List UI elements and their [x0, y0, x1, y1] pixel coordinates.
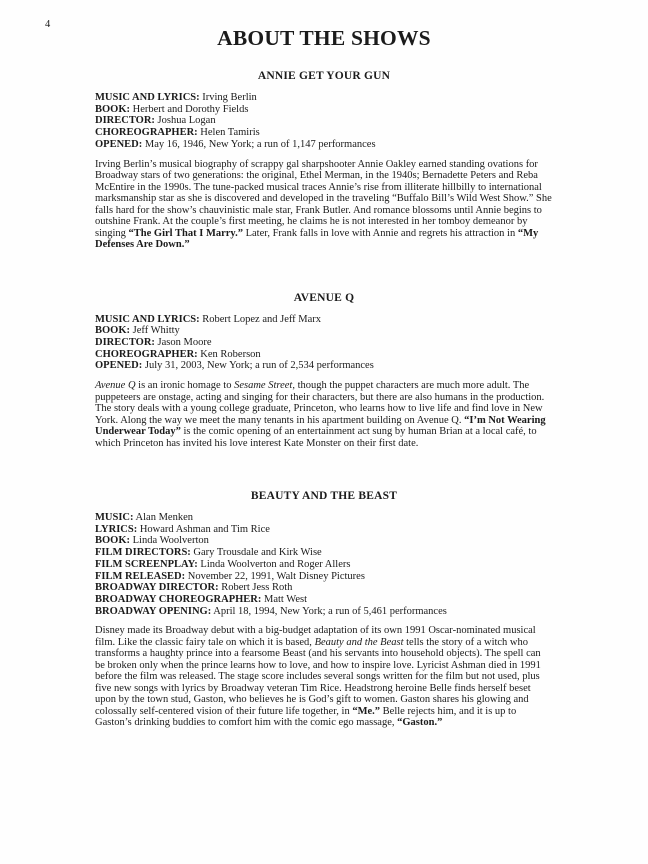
credit-value: Jeff Whitty	[132, 325, 180, 337]
text-run: Disney made its Broadway debut with a big-budget adaptation of its own 1991 Oscar-nominated musical film. Like the classic fairy tale on which it is based,	[95, 625, 536, 648]
credit-value: Robert Lopez and Jeff Marx	[202, 313, 322, 325]
show-section	[95, 490, 553, 729]
credit-label: LYRICS:	[95, 523, 138, 535]
credit-line	[95, 314, 553, 326]
credit-label: BOOK:	[95, 103, 131, 115]
text-run: “The Girl That I Marry.”	[128, 227, 243, 239]
credit-value: Howard Ashman and Tim Rice	[139, 523, 270, 535]
credit-label: BROADWAY CHOREOGRAPHER:	[95, 593, 262, 605]
shows-container	[95, 70, 553, 729]
credit-line	[95, 606, 553, 618]
credit-value: May 16, 1946, New York; a run of 1,147 performances	[144, 138, 376, 150]
credit-label: CHOREOGRAPHER:	[95, 348, 198, 360]
credit-value: Herbert and Dorothy Fields	[132, 103, 249, 115]
credit-label: OPENED:	[95, 360, 143, 372]
credit-line	[95, 535, 553, 547]
text-run: , though the puppet characters are much more adult. The puppeteers are onstage, acting and singing for their characters, but there are also humans in the production. The story deals with a young college graduate, Princeton, who learns how to live life and find love in New York. Along the way we meet the many tenants in his apartment building on Avenue Q.	[95, 380, 545, 426]
text-run: “Gaston.”	[397, 717, 443, 729]
credit-line	[95, 92, 553, 104]
credit-line	[95, 571, 553, 583]
credit-value: Gary Trousdale and Kirk Wise	[193, 547, 322, 559]
text-run: Sesame Street	[234, 380, 293, 392]
text-run: is an ironic homage to	[135, 380, 235, 392]
show-description	[95, 159, 553, 251]
credit-label: DIRECTOR:	[95, 115, 155, 127]
credit-line	[95, 594, 553, 606]
credit-label: FILM SCREENPLAY:	[95, 558, 198, 570]
credit-label: CHOREOGRAPHER:	[95, 127, 198, 139]
show-description	[95, 380, 553, 449]
credit-label: MUSIC:	[95, 512, 134, 524]
credit-value: Helen Tamiris	[200, 127, 260, 139]
credit-value: July 31, 2003, New York; a run of 2,534 performances	[144, 360, 374, 372]
text-run: “My Defenses Are Down.”	[95, 227, 539, 251]
show-section	[95, 292, 553, 450]
text-run: tells the story of a witch who transforms a haughty prince into a fearsome Beast (and his servants into household objects). The spell can be broken only when the prince learns how to love, and how to inspire love. Lyricist Ashman died in 1991 before the film was released. The stage score includes several songs written for the film but not used, plus five new songs with lyrics by Broadway veteran Tim Rice. Headstrong heroine Belle finds herself beset upon by the town stud, Gaston, who believes he is God’s gift to women. Gaston shares his glowing and colossally self-centered vision of their future life together, in	[95, 636, 541, 717]
credits-list	[95, 92, 553, 151]
credits-list	[95, 512, 553, 617]
show-description	[95, 625, 553, 729]
credit-label: MUSIC AND LYRICS:	[95, 92, 200, 103]
credit-value: Linda Woolverton and Roger Allers	[200, 558, 351, 570]
page-title: ABOUT THE SHOWS	[217, 26, 431, 50]
credit-line	[95, 512, 553, 524]
text-run: Later, Frank falls in love with Annie and regrets his attraction in	[242, 227, 518, 239]
show-section	[95, 70, 553, 251]
show-heading: AVENUE Q	[293, 291, 355, 304]
credit-value: November 22, 1991, Walt Disney Pictures	[187, 570, 365, 582]
credit-value: April 18, 1994, New York; a run of 5,461 performances	[213, 605, 447, 617]
text-run: Avenue Q	[95, 380, 136, 392]
text-run: Irving Berlin’s musical biography of scrappy gal sharpshooter Annie Oakley earned standing ovations for Broadway stars of two generations: the original, Ethel Merman, in the 1940s; Bernadette Peters and Reba McEntire in the 1990s. The tune-packed musical traces Annie’s rise from illiterate hillbilly to international marksmanship star as she is discovered and developed in the traveling “Buffalo Bill’s Wild West Show.” She falls hard for the show’s chauvinistic male star, Frank Butler. And romance blossoms until Annie begins to outshine Frank. At the couple’s first meeting, he claims he is not interested in her tomboy demeanor by singing	[95, 158, 552, 239]
credit-line	[95, 360, 553, 372]
credit-label: DIRECTOR:	[95, 336, 155, 348]
credit-label: BOOK:	[95, 325, 131, 337]
credit-value: Matt West	[263, 593, 307, 605]
credit-label: OPENED:	[95, 138, 143, 150]
credit-value: Linda Woolverton	[132, 535, 209, 547]
credit-line	[95, 349, 553, 361]
credit-label: FILM RELEASED:	[95, 570, 186, 582]
credit-value: Joshua Logan	[157, 115, 216, 127]
page-number: 4	[45, 19, 51, 30]
credit-label: MUSIC AND LYRICS:	[95, 313, 200, 325]
credit-value: Alan Menken	[135, 512, 193, 524]
credit-line	[95, 104, 553, 116]
credits-list	[95, 314, 553, 373]
credit-line	[95, 115, 553, 127]
credit-label: FILM DIRECTORS:	[95, 547, 191, 559]
credit-label: BROADWAY OPENING:	[95, 605, 212, 617]
credit-line	[95, 547, 553, 559]
credit-line	[95, 139, 553, 151]
text-run: Belle rejects him, and it is up to Gaston’s drinking buddies to comfort him with the comic ego massage,	[95, 705, 517, 729]
credit-value: Irving Berlin	[202, 92, 257, 103]
credit-value: Ken Roberson	[200, 348, 261, 360]
text-run: “Me.”	[352, 705, 381, 717]
credit-line	[95, 127, 553, 139]
credit-line	[95, 559, 553, 571]
text-run: “I’m Not Wearing Underwear Today”	[95, 414, 546, 438]
credit-line	[95, 325, 553, 337]
credit-value: Robert Jess Roth	[221, 582, 293, 594]
credit-value: Jason Moore	[157, 336, 212, 348]
credit-line	[95, 337, 553, 349]
credit-label: BROADWAY DIRECTOR:	[95, 582, 219, 594]
text-run: is the comic opening of an entertainment act sung by human Brian at a local café, to which Princeton has invited his love interest Kate Monster on their first date.	[95, 426, 537, 449]
credit-line	[95, 582, 553, 594]
text-run: Beauty and the Beast	[314, 636, 404, 648]
show-heading: ANNIE GET YOUR GUN	[257, 70, 391, 82]
credit-line	[95, 524, 553, 536]
show-heading: BEAUTY AND THE BEAST	[250, 490, 398, 503]
credit-label: BOOK:	[95, 535, 131, 547]
